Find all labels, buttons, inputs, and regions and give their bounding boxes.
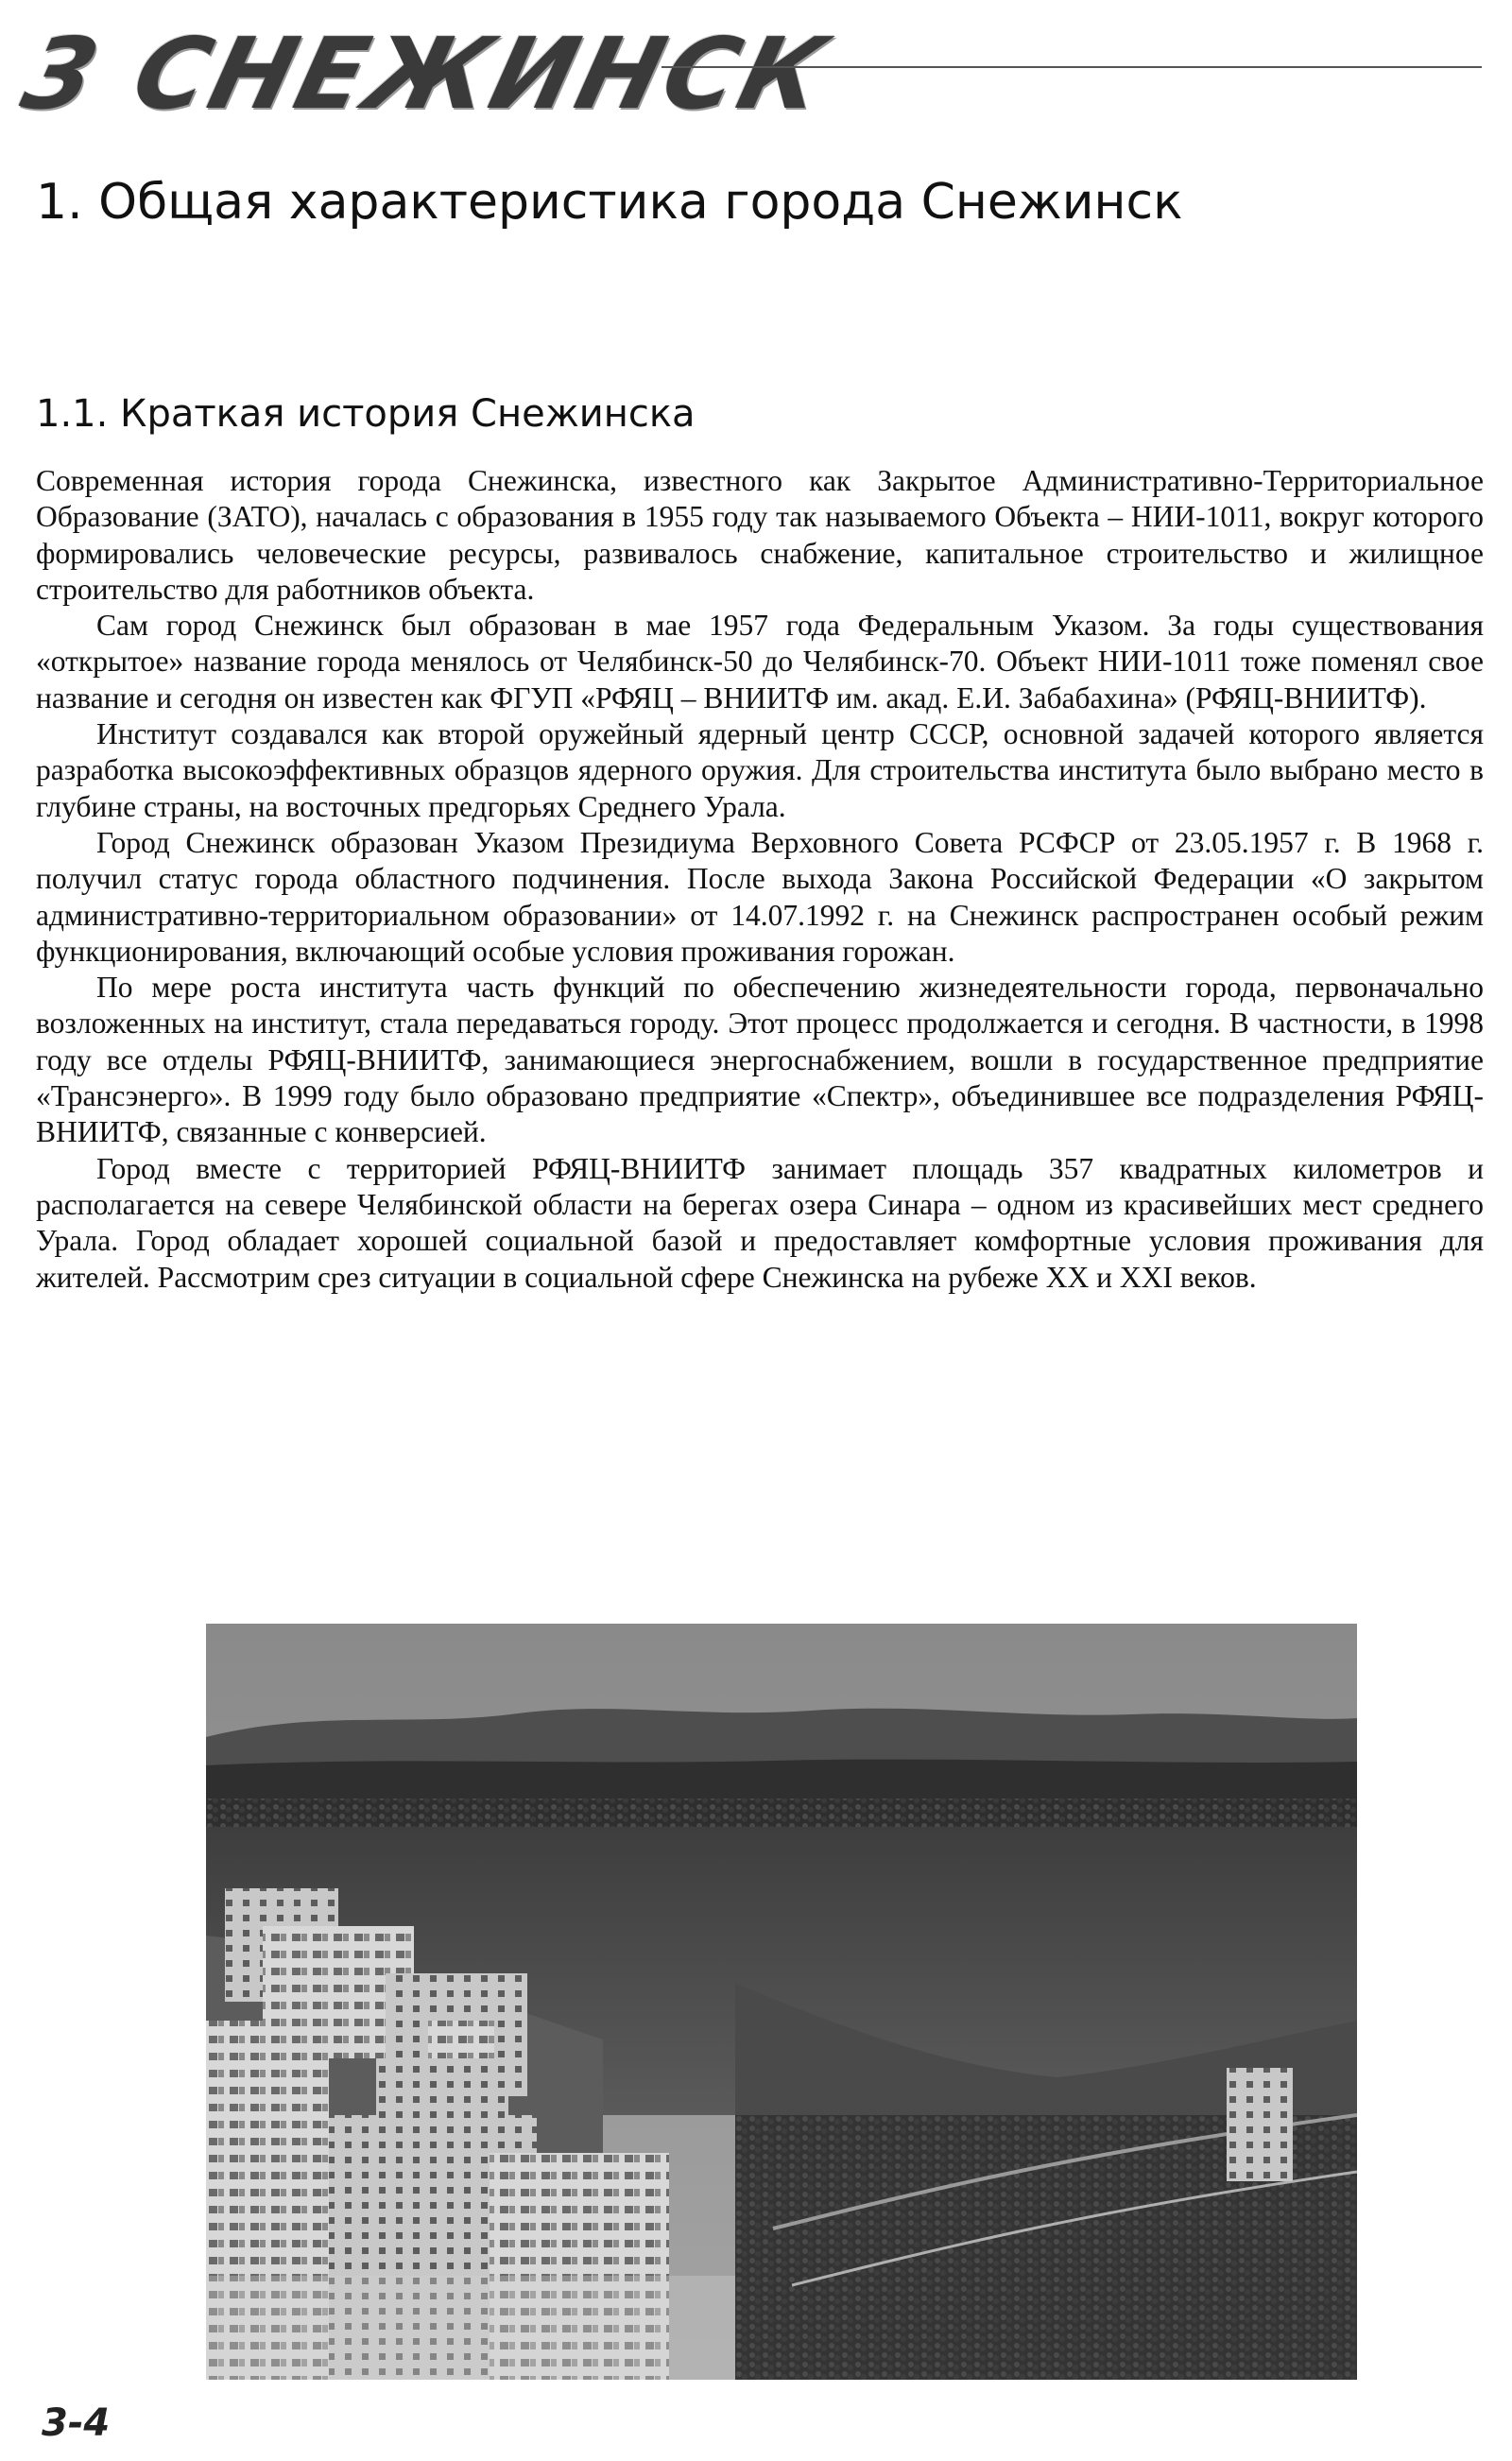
body-text [36,463,1484,1296]
chapter-logo: 3 СНЕЖИНСК [11,16,840,131]
paragraph: Сам город Снежинск был образован в мае 1957 года Федеральным Указом. За годы существования «открытое» название города менялось от Челябинск-50 до Челябинск-70. Объект НИИ-1011 тоже поменял свое название и сегодня он известен как ФГУП «РФЯЦ – ВНИИТФ им. акад. Е.И. Забабахина» (РФЯЦ-ВНИИТФ). [36,609,1484,714]
paragraph: Современная история города Снежинска, известного как Закрытое Административно-Территориальное Образование (ЗАТО), началась с образования в 1955 году так называемого Объекта – НИИ-1011, вокруг которого формировались человеческие ресурсы, развивалось снабжение, капитальное строительство и жилищное строительство для работников объекта. [36,464,1484,606]
paragraph: Институт создавался как второй оружейный ядерный центр СССР, основной задачей которого является разработка высокоэффективных образцов ядерного оружия. Для строительства института было выбрано место в глубине страны, на восточных предгорьях Среднего Урала. [36,717,1484,823]
city-photo [206,1624,1357,2380]
paragraph: По мере роста института часть функций по обеспечению жизнедеятельности города, первоначально возложенных на институт, стала передаваться городу. Этот процесс продолжается и сегодня. В частности, в 1998 году все отделы РФЯЦ-ВНИИТФ, занимающиеся энергоснабжением, вошли в государственное предприятие «Трансэнерго». В 1999 году было образовано предприятие «Спектр», объединившее все подразделения РФЯЦ-ВНИИТФ, связанные с конверсией. [36,971,1484,1149]
city-photo-illustration [206,1624,1357,2380]
chapter-header [0,17,1512,130]
page-title: 1. Общая характеристика города Снежинск [36,174,1183,231]
section-title: 1.1. Краткая история Снежинска [36,392,696,436]
paragraph: Город вместе с территорией РФЯЦ-ВНИИТФ занимает площадь 357 квадратных километров и располагается на севере Челябинской области на берегах озера Синара – одном из красивейших мест среднего Урала. Город обладает хорошей социальной базой и предоставляет комфортные условия проживания для жителей. Рассмотрим срез ситуации в социальной сфере Снежинска на рубеже XX и XXI веков. [36,1151,1484,1294]
paragraph: Город Снежинск образован Указом Президиума Верховного Совета РСФСР от 23.05.1957 г. В 1968 г. получил статус города областного подчинения. После выхода Закона Российской Федерации «О закрытом административно-территориальном образовании» от 14.07.1992 г. на Снежинск распространен особый режим функционирования, включающий особые условия проживания горожан. [36,825,1484,968]
header-rule [662,66,1482,68]
page-number: 3-4 [42,2401,111,2445]
